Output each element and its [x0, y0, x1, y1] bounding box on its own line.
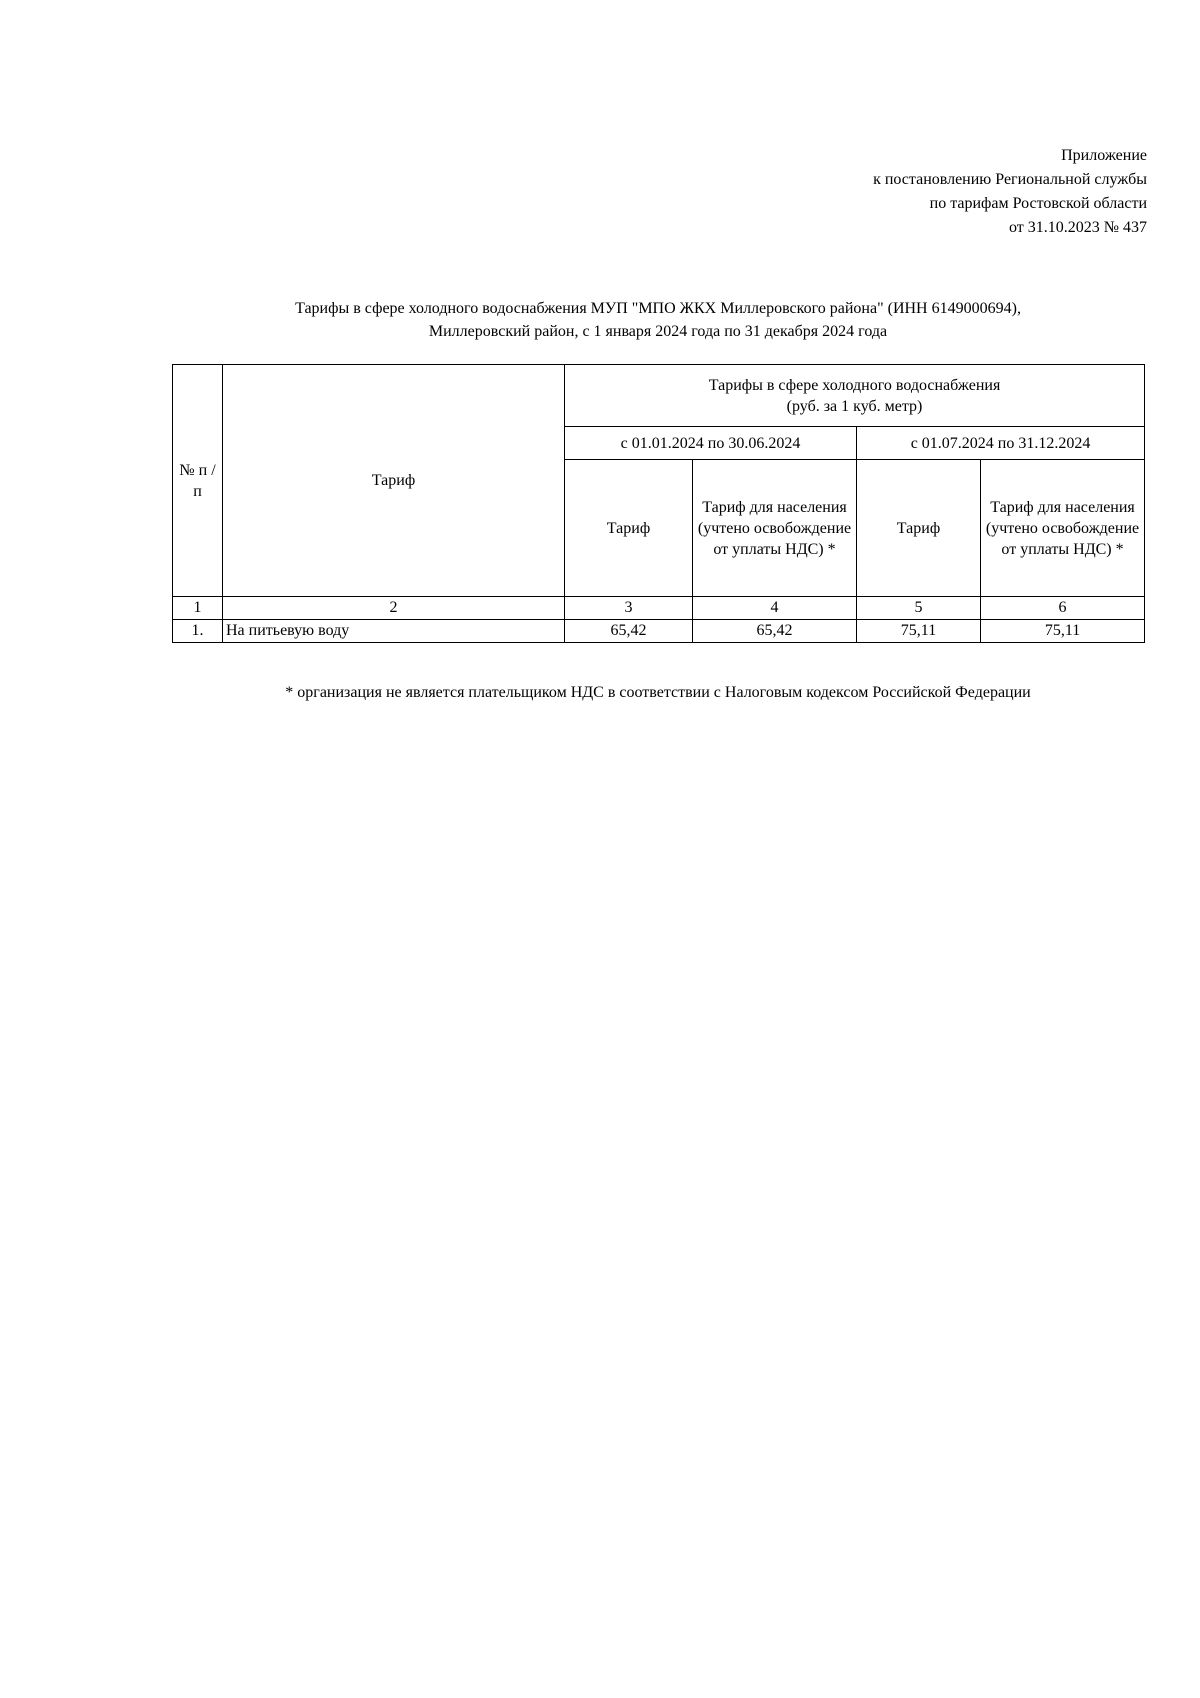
header-row-1 [173, 365, 1145, 427]
tariff-table [172, 364, 1145, 643]
row-name: На питьевую воду [223, 620, 565, 643]
group-header-line-2: (руб. за 1 куб. метр) [786, 397, 923, 415]
col-tariff-header: Тариф [223, 365, 565, 597]
footnote: * организация не является плательщиком НДС в соответствии с Налоговым кодексом Российской Федерации [285, 684, 1031, 701]
column-number-row [173, 597, 1145, 620]
column-number-cell: 3 [565, 597, 693, 620]
column-number-cell: 6 [981, 597, 1145, 620]
row-p1-tariff: 65,42 [565, 620, 693, 643]
col-number-header: № п /п [173, 365, 223, 597]
period-2-tariff-header: Тариф [857, 460, 981, 597]
row-p2-population: 75,11 [981, 620, 1145, 643]
column-number-cell: 1 [173, 597, 223, 620]
appendix-line-1: Приложение [1061, 147, 1147, 164]
appendix-line-4: от 31.10.2023 № 437 [1008, 219, 1147, 236]
group-header [565, 365, 1145, 427]
row-p1-population: 65,42 [693, 620, 857, 643]
appendix-block [873, 144, 1147, 240]
row-p2-tariff: 75,11 [857, 620, 981, 643]
group-header-line-1: Тарифы в сфере холодного водоснабжения [708, 376, 1001, 394]
period-2-population-header: Тариф для населения (учтено освобождение от уплаты НДС) * [981, 460, 1145, 597]
row-number: 1. [173, 620, 223, 643]
appendix-line-3: по тарифам Ростовской области [929, 195, 1147, 212]
period-2-header: с 01.07.2024 по 31.12.2024 [857, 427, 1145, 460]
title-line-1: Тарифы в сфере холодного водоснабжения МУП "МПО ЖКХ Миллеровского района" (ИНН 6149000694), [295, 300, 1021, 317]
period-1-population-header: Тариф для населения (учтено освобождение от уплаты НДС) * [693, 460, 857, 597]
appendix-line-2: к постановлению Региональной службы [873, 171, 1147, 188]
title-line-2: Миллеровский район, с 1 января 2024 года по 31 декабря 2024 года [428, 323, 888, 340]
column-number-cell: 4 [693, 597, 857, 620]
period-1-tariff-header: Тариф [565, 460, 693, 597]
column-number-cell: 5 [857, 597, 981, 620]
table-row [173, 620, 1145, 643]
period-1-header: с 01.01.2024 по 30.06.2024 [565, 427, 857, 460]
column-number-cell: 2 [223, 597, 565, 620]
document-title [172, 297, 1144, 343]
